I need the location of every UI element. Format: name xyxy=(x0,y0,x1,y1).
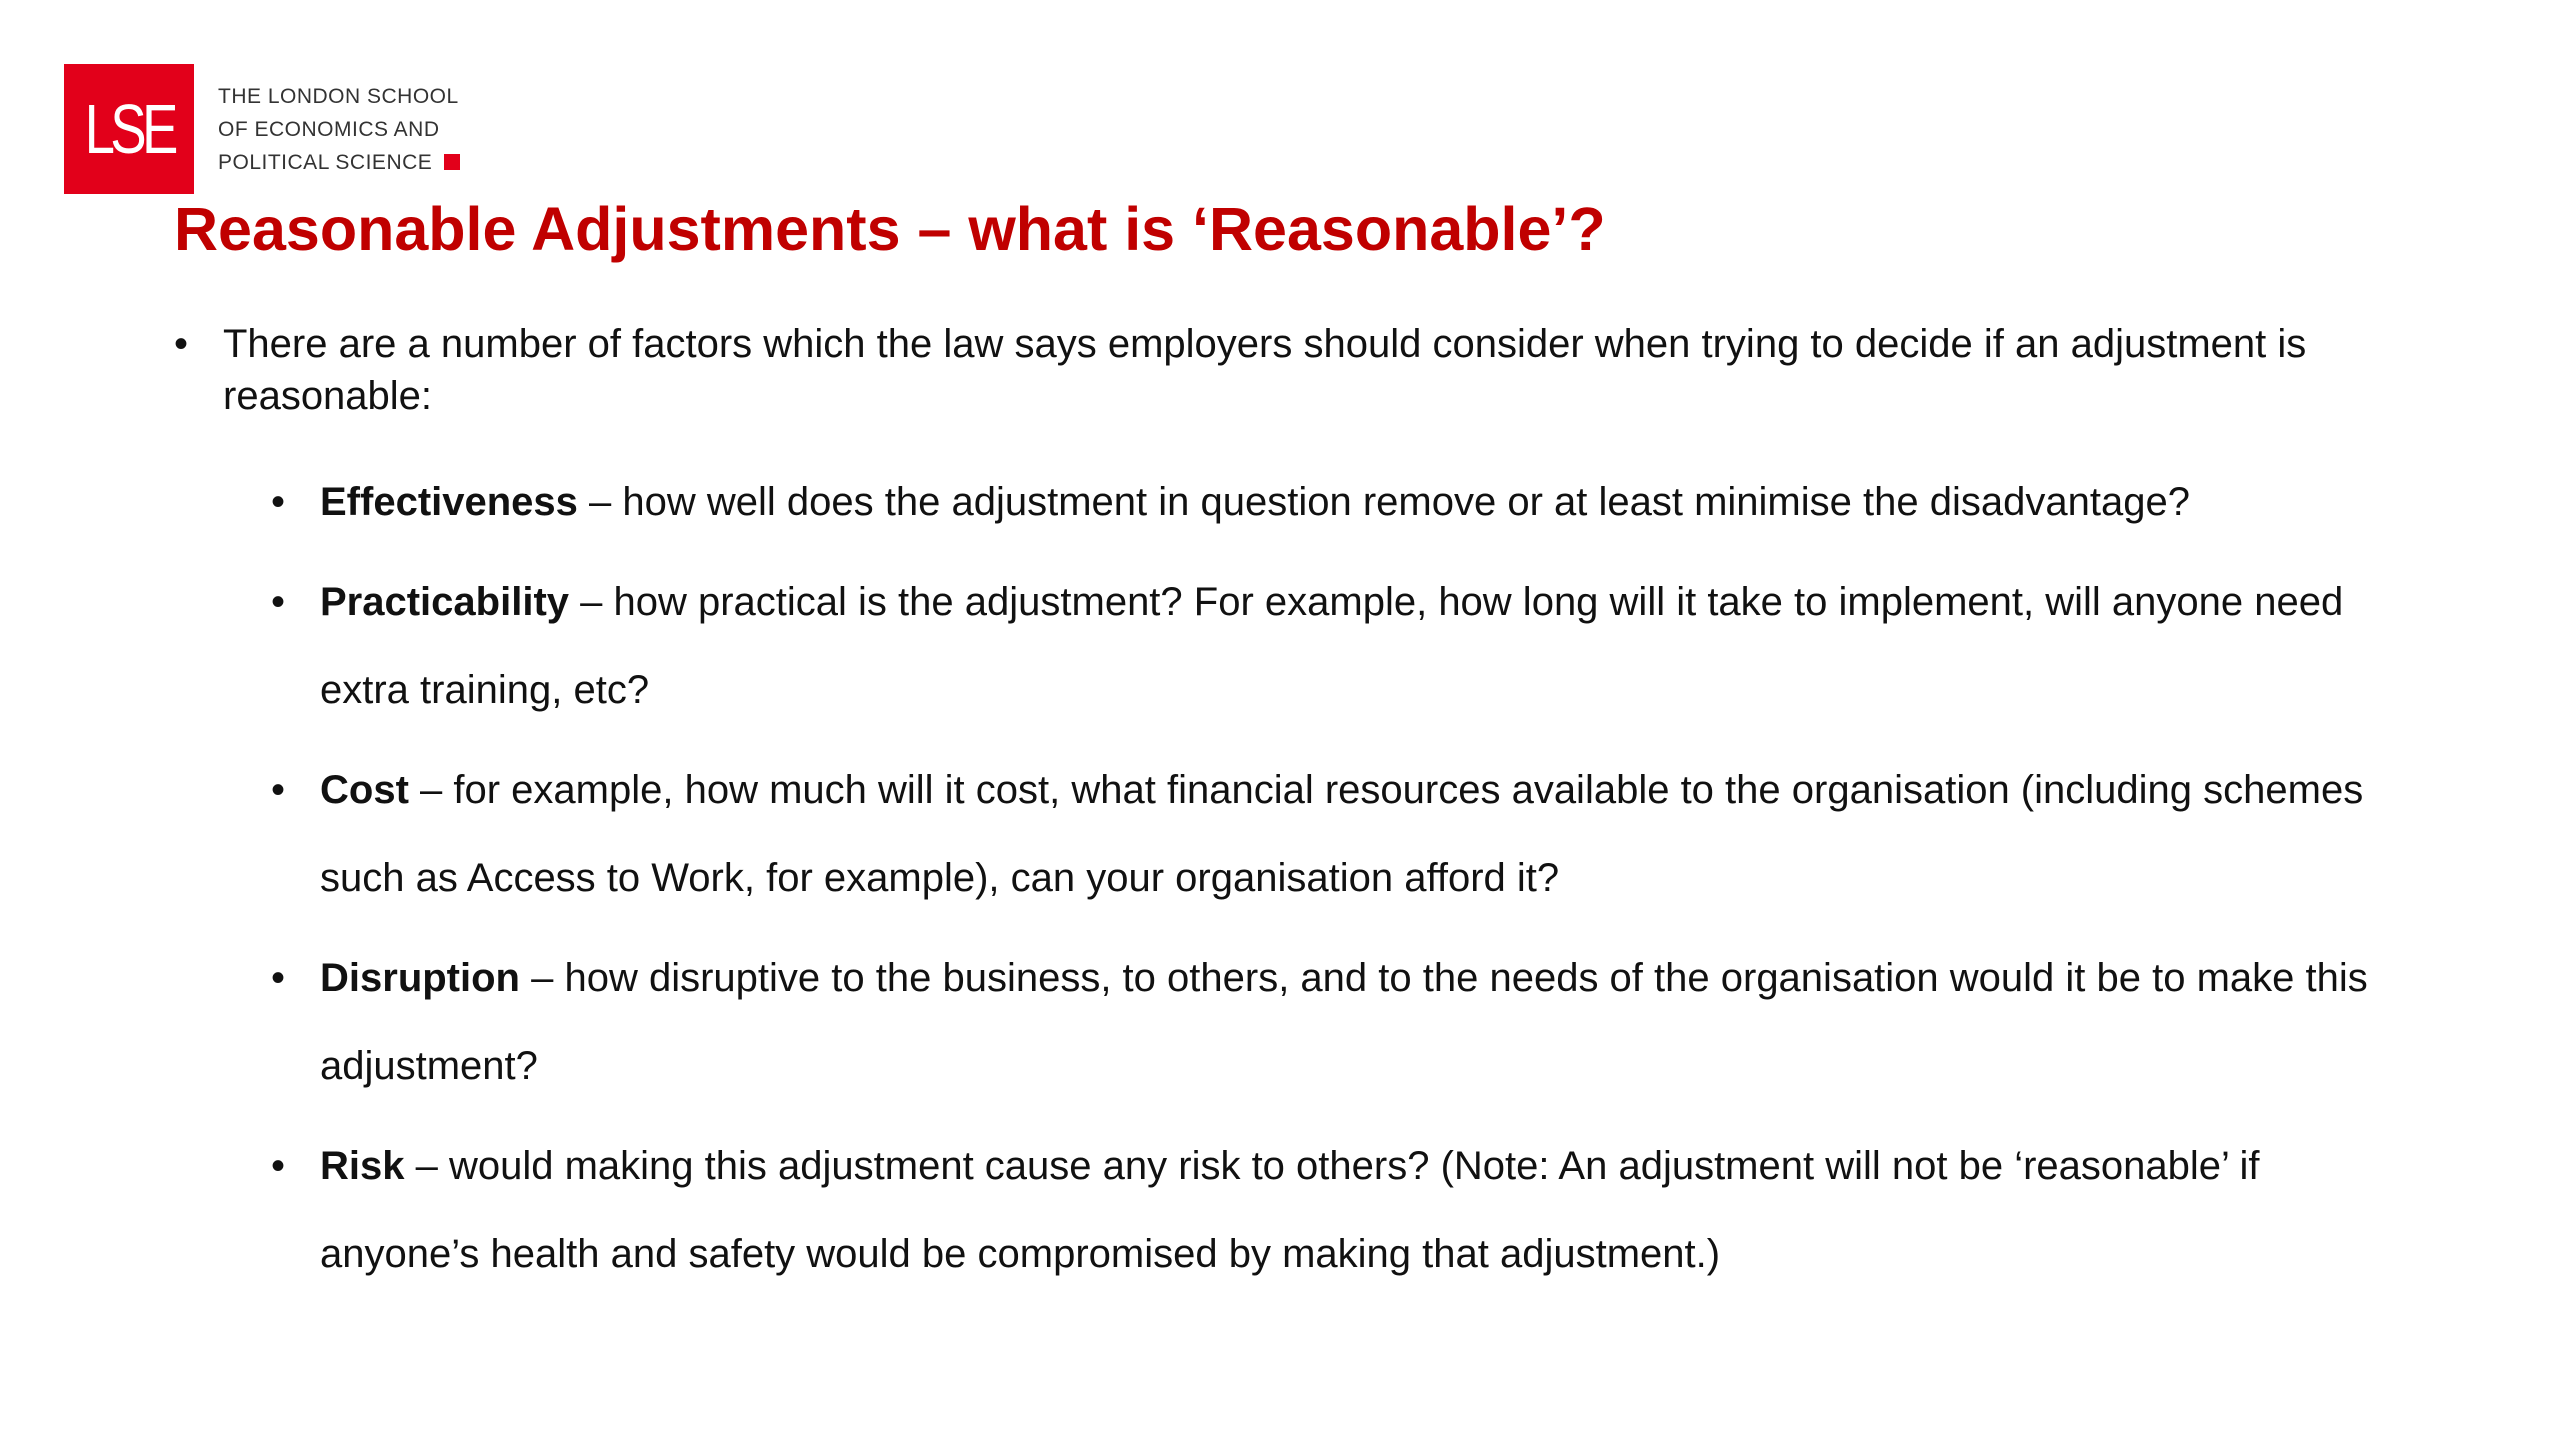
logo-line-1: THE LONDON SCHOOL xyxy=(218,84,459,108)
factor-text: – how disruptive to the business, to others, and to the needs of the organisation would it be to make this adjustment? xyxy=(320,956,2368,1088)
factor-item-disruption xyxy=(174,934,2394,1110)
slide-body xyxy=(174,318,2394,1310)
factor-text: – how practical is the adjustment? For example, how long will it take to implement, will anyone need extra training, etc? xyxy=(320,580,2344,712)
lse-logo xyxy=(64,64,460,194)
bullet-icon: • xyxy=(174,322,189,366)
intro-text: There are a number of factors which the law says employers should consider when trying to decide if an adjustment is reasonable: xyxy=(223,322,2307,418)
factor-item-practicability xyxy=(174,558,2394,734)
bullet-icon: • xyxy=(271,580,286,624)
slide-title: Reasonable Adjustments – what is ‘Reasonable’? xyxy=(174,195,1606,263)
factor-term: Effectiveness xyxy=(320,480,578,524)
bullet-icon: • xyxy=(271,480,286,524)
factor-item-risk xyxy=(174,1122,2394,1298)
factor-text: – how well does the adjustment in question remove or at least minimise the disadvantage? xyxy=(577,480,2190,524)
logo-line-2: OF ECONOMICS AND xyxy=(218,117,440,141)
logo-line-3: POLITICAL SCIENCE xyxy=(218,146,460,179)
bullet-icon: • xyxy=(271,956,286,1000)
factor-term: Risk xyxy=(320,1144,405,1188)
factor-term: Cost xyxy=(320,768,409,812)
factor-term: Practicability xyxy=(320,580,570,624)
factor-list xyxy=(174,458,2394,1298)
factor-item-effectiveness xyxy=(174,458,2394,546)
lse-logo-wordmark xyxy=(218,80,460,179)
bullet-icon: • xyxy=(271,1144,286,1188)
factor-text: – for example, how much will it cost, what financial resources available to the organisation (including schemes such as Access to Work, for example), can your organisation afford it? xyxy=(320,768,2364,900)
bullet-icon: • xyxy=(271,768,286,812)
intro-bullet xyxy=(174,318,2394,422)
lse-logo-mark-text: LSE xyxy=(84,90,174,168)
factor-term: Disruption xyxy=(320,956,520,1000)
factor-item-cost xyxy=(174,746,2394,922)
lse-logo-mark xyxy=(64,64,194,194)
logo-square-icon xyxy=(444,154,460,170)
factor-text: – would making this adjustment cause any risk to others? (Note: An adjustment will not be ‘reasonable’ if anyone’s health and safety would be compromised by making that adjustment.) xyxy=(320,1144,2260,1276)
